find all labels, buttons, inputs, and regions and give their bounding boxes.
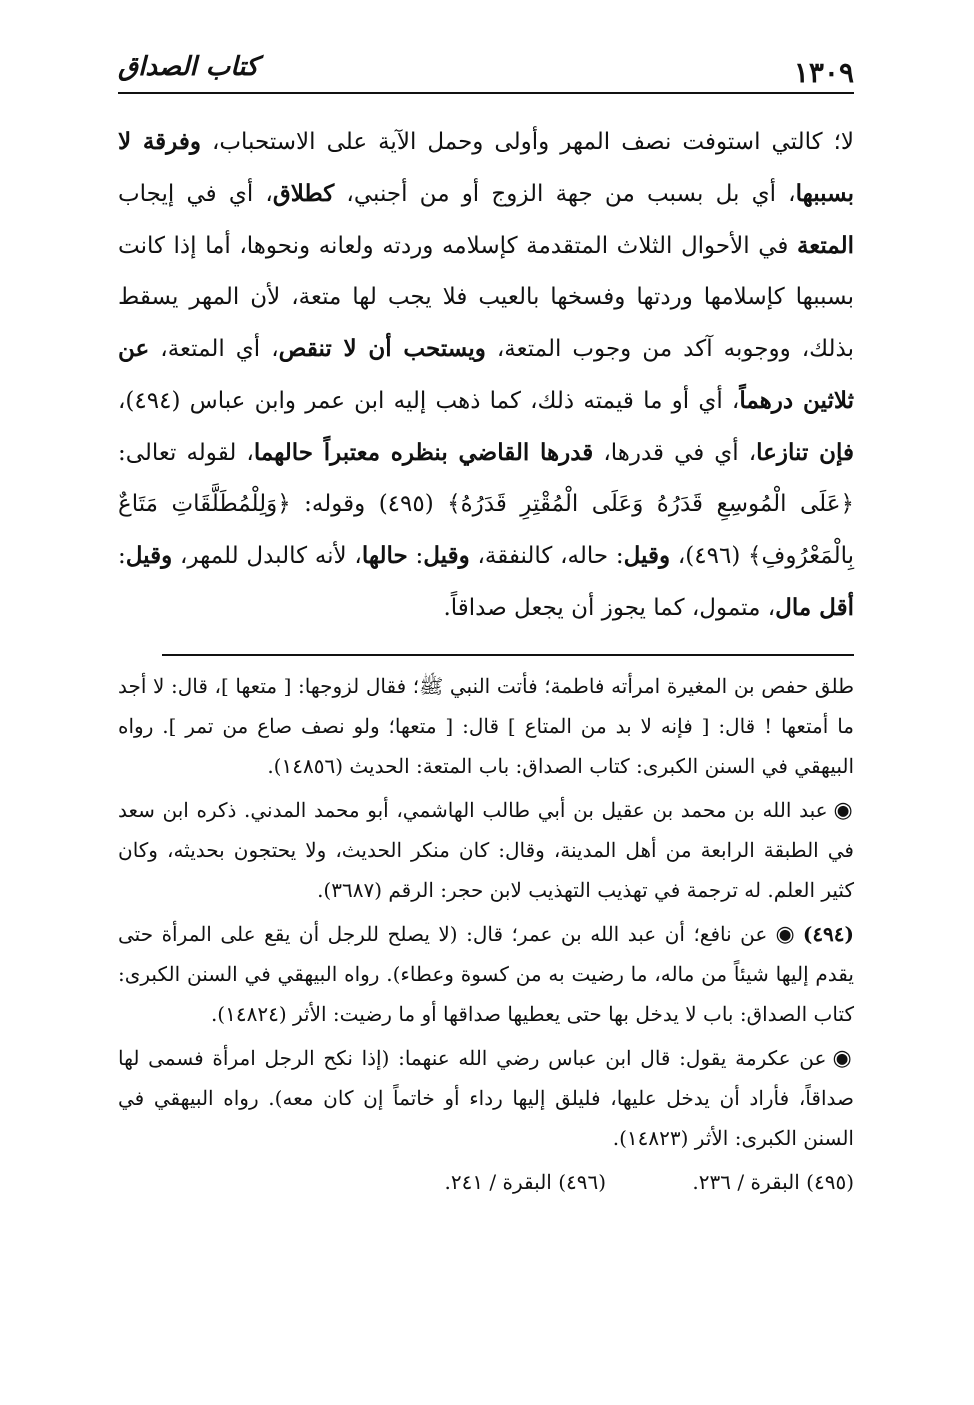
text-segment: ، أي بل بسبب من جهة الزوج أو من أجنبي، (334, 181, 796, 207)
footnote-block (118, 790, 854, 910)
main-paragraph (118, 116, 854, 634)
footnote-block (118, 914, 854, 1034)
highlighted-phrase: قدرها القاضي بنظره معتبراً حالهما (253, 439, 594, 466)
text-segment: ، أي أو ما قيمته ذلك، كما ذهب إليه ابن عمر وابن عباس (٤٩٤)، (118, 388, 740, 414)
main-text (118, 116, 854, 634)
text-segment: ، لأنه كالبدل للمهر، (172, 543, 362, 569)
footnotes (118, 666, 854, 1158)
text-segment: ، أي في إيجاب (118, 181, 273, 207)
footnote-number: (٤٩٤) (802, 922, 855, 946)
text-segment: ، أي في قدرها، (593, 440, 757, 466)
text-segment: ، لقوله تعالى: ﴿عَلَى الْمُوسِعِ قَدَرُهُ وَعَلَى الْمُقْتِرِ قَدَرُهُ﴾ (٤٩٥) وقوله: ﴿وَلِلْمُطَلَّقَاتِ مَتَاعٌ بِالْمَعْرُوفِ﴾ (٤٩٦)، (118, 440, 854, 569)
bullet-circle-icon: ◉ (833, 797, 854, 823)
highlighted-phrase: أقل مال (775, 594, 854, 621)
footnote-divider (162, 654, 854, 656)
highlighted-phrase: وقيل (623, 542, 671, 569)
text-segment: : (407, 543, 424, 569)
highlighted-phrase: ويستحب أن لا تنقص (278, 335, 486, 362)
page-number: ١٣٠٩ (793, 56, 854, 89)
text-segment: : حاله، كالنفقة، (469, 543, 624, 569)
bullet-circle-icon: ◉ (832, 1045, 854, 1071)
footnote-block (118, 1038, 854, 1158)
text-segment: : (118, 543, 126, 569)
footnote-text: عبد الله بن محمد بن عقيل بن أبي طالب الهاشمي، أبو محمد المدني. ذكره ابن سعد في الطبقة الرابعة من أهل المدينة، وقال: كان منكر الحديث، ولا يحتجون بحديثه، وكان كثير العلم. له ترجمة في تهذيب التهذيب لابن حجر: الرقم (٣٦٨٧). (118, 798, 854, 902)
highlighted-phrase: وقيل (125, 542, 173, 569)
footnote-text: عن نافع؛ أن عبد الله بن عمر؛ قال: (لا يصلح للرجل أن يقع على المرأة حتى يقدم إليها شيئاً من ماله، ما رضيت به من كسوة وعطاء). رواه البيهقي في السنن الكبرى: كتاب الصداق: باب لا يدخل بها حتى يعطيها صداقها أو ما رضيت: الأثر (١٤٨٢٤). (118, 922, 854, 1026)
highlighted-phrase: عن ثلاثين درهماً (118, 335, 855, 414)
verse-references (118, 1162, 854, 1202)
text-segment: ، أي المتعة، (149, 336, 279, 362)
highlighted-phrase: فإن تنازعا (756, 439, 854, 466)
bullet-circle-icon: ◉ (773, 921, 797, 947)
reference-496: (٤٩٦) البقرة / ٢٤١. (444, 1170, 607, 1194)
running-title: كتاب الصداق (118, 52, 259, 82)
highlighted-phrase: وفرقة لا بسببها (118, 128, 855, 207)
footnote-block (118, 666, 854, 786)
highlighted-phrase: وقيل (423, 542, 470, 569)
text-segment: ، متمول، كما يجوز أن يجعل صداقاً. (443, 595, 776, 621)
page-header (118, 48, 854, 94)
footnote-text: طلق حفص بن المغيرة امرأته فاطمة؛ فأتت النبي ﷺ؛ فقال لزوجها: [ متعها ]، قال: لا أجد ما أمتعها ! قال: [ فإنه لا بد من المتاع ] قال: [ متعها؛ ولو نصف صاع من تمر ]. رواه البيهقي في السنن الكبرى: كتاب الصداق: باب المتعة: الحديث (١٤٨٥٦). (118, 674, 854, 778)
footnote-text: عن عكرمة يقول: قال ابن عباس رضي الله عنهما: (إذا نكح الرجل امرأة فسمى لها صداقاً، فأراد أن يدخل عليها، فليلق إليها رداء أو خاتماً إن كان معه). رواه البيهقي في السنن الكبرى: الأثر (١٤٨٢٣). (118, 1046, 854, 1150)
highlighted-phrase: حالها (361, 542, 408, 569)
highlighted-phrase: كطلاق (272, 180, 335, 207)
highlighted-phrase: المتعة (796, 232, 854, 259)
reference-495: (٤٩٥) البقرة / ٢٣٦. (692, 1170, 854, 1194)
text-segment: في الأحوال الثلاث المتقدمة كإسلامه وردته ولعانه ونحوها، أما إذا كانت بسببها كإسلامها وردتها وفسخها بالعيب فلا يجب لها متعة، لأن المهر يسقط بذلك، ووجوبه آكد من وجوب المتعة، (118, 233, 855, 362)
text-segment: لا؛ كالتي استوفت نصف المهر وأولى وحمل الآية على الاستحباب، (200, 129, 854, 155)
